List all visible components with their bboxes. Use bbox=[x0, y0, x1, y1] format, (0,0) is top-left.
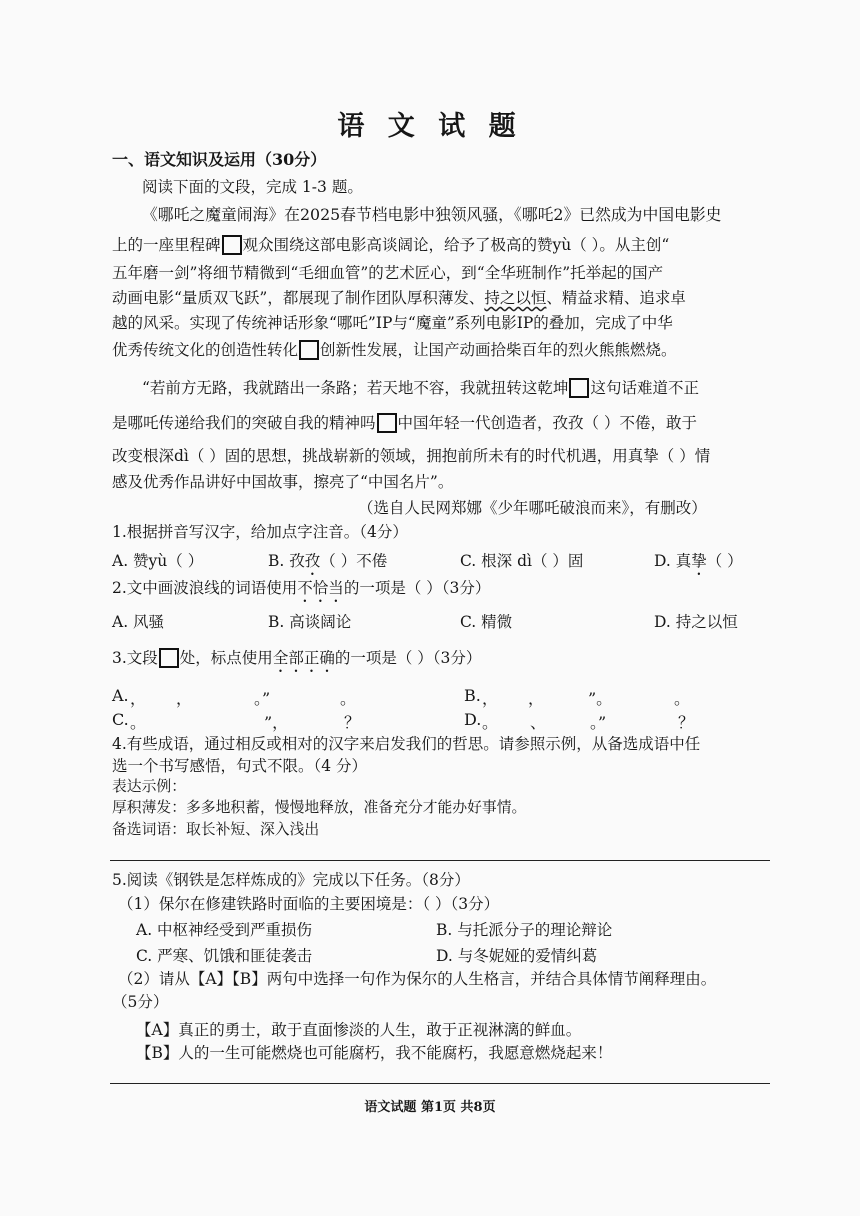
section-divider bbox=[110, 860, 770, 861]
passage-line: 越的风采。实现了传统神话形象“哪吒”IP与“魔童”系列电影IP的叠加，完成了中华 bbox=[112, 314, 673, 332]
q3-option-c-mark: ”， bbox=[264, 713, 289, 732]
passage-line: 改变根深dì（ ）固的思想，挑战崭新的领域，拥抱前所未有的时代机遇，用真挚（ ）情 bbox=[112, 447, 711, 465]
section-heading: 一、语文知识及运用（30分） bbox=[112, 150, 327, 169]
q4-example-label: 表达示例： bbox=[112, 778, 186, 795]
passage-line: 《哪吒之魔童闹海》在2025春节档电影中独领风骚，《哪吒2》已然成为中国电影史 bbox=[142, 205, 722, 224]
q5-option-a: A. 中枢神经受到严重损伤 bbox=[136, 921, 313, 939]
passage-text: 上的一座里程碑 bbox=[112, 236, 221, 254]
q5-sub-2-score: （5分） bbox=[112, 993, 169, 1011]
q3-option-a-mark: ， bbox=[130, 689, 147, 708]
q3-option-d-mark: 。” bbox=[590, 713, 607, 732]
q5-quote-a: 【A】真正的勇士，敢于直面惨淡的人生，敢于正视淋漓的鲜血。 bbox=[136, 1021, 582, 1039]
passage-text: 是哪吒传递给我们的突破自我的精神吗 bbox=[112, 414, 376, 432]
q3-option-d-mark: 。 bbox=[482, 713, 499, 732]
q2-option-b: B. 高谈阔论 bbox=[268, 613, 352, 631]
q2-option-d: D. 持之以恒 bbox=[654, 613, 738, 631]
q3-option-d-mark: 、 bbox=[530, 713, 547, 732]
q4-example: 厚积薄发：多多地积蓄，慢慢地释放，准备充分才能办好事情。 bbox=[112, 799, 527, 816]
passage-text: 创新性发展，让国产动画拾柴百年的烈火熊熊燃烧。 bbox=[320, 341, 677, 359]
passage-line bbox=[112, 413, 697, 433]
q5-option-c: C. 严寒、饥饿和匪徒袭击 bbox=[136, 947, 313, 965]
q3-option-b-mark: 。 bbox=[674, 689, 691, 708]
passage-text: “若前方无路，我就踏出一条路；若天地不容，我就扭转这乾坤 bbox=[142, 379, 569, 397]
q1-option-c: C. 根深 dì（ ）固 bbox=[460, 552, 584, 570]
question-1-stem: 1.根据拼音写汉字，给加点字注音。（4分） bbox=[112, 523, 408, 541]
q1-option-d: D. 真挚（ ） bbox=[654, 552, 743, 570]
punctuation-blank-box bbox=[377, 413, 397, 433]
exam-title: 语 文 试 题 bbox=[337, 111, 523, 142]
passage-line: 感及优秀作品讲好中国故事，擦亮了“中国名片”。 bbox=[112, 473, 454, 491]
question-4-stem: 选一个书写感悟，句式不限。（4 分） bbox=[112, 757, 368, 775]
q5-sub-2: （2）请从【A】【B】两句中选择一句作为保尔的人生格言，并结合具体情节阐释理由。 bbox=[118, 970, 717, 988]
passage-text: 、精益求精、追求卓 bbox=[546, 289, 686, 307]
q3-option-b-label: B. bbox=[464, 686, 481, 705]
punctuation-blank-box bbox=[569, 378, 589, 398]
q3-option-b-mark: ， bbox=[482, 689, 499, 708]
page-footer: 语文试题 第1页 共8页 bbox=[364, 1100, 496, 1115]
question-4-stem: 4.有些成语，通过相反或相对的汉字来启发我们的哲思。请参照示例，从备选成语中任 bbox=[112, 735, 701, 753]
q2-option-a: A. 风骚 bbox=[112, 613, 165, 631]
question-3-stem: 3.文段 处，标点使用全部正确的一项是（ ）（3分） bbox=[112, 649, 482, 667]
passage-text: 这句话难道不正 bbox=[590, 379, 699, 397]
q3-option-c-mark: ？ bbox=[344, 713, 361, 732]
q3-option-b-mark: ”。 bbox=[588, 689, 613, 708]
q3-option-b-mark: ， bbox=[528, 689, 545, 708]
q3-option-d-label: D. bbox=[464, 710, 482, 729]
q5-option-d: D. 与冬妮娅的爱情纠葛 bbox=[436, 947, 598, 965]
passage-text: 观众围绕这部电影高谈阔论，给予了极高的赞yù（ ）。从主创“ bbox=[242, 236, 670, 254]
passage-line bbox=[142, 378, 699, 398]
reading-instruction: 阅读下面的文段，完成 1-3 题。 bbox=[142, 178, 363, 196]
q3-option-d-mark: ？ bbox=[678, 713, 695, 732]
q1-option-a: A. 赞yù（ ） bbox=[112, 552, 204, 570]
passage-source: （选自人民网郑娜《少年哪吒破浪而来》，有删改） bbox=[358, 499, 707, 517]
q4-options: 备选词语：取长补短、深入浅出 bbox=[112, 821, 320, 838]
punctuation-blank-box bbox=[159, 648, 179, 668]
q3-option-a-mark: 。 bbox=[340, 689, 357, 708]
passage-line bbox=[112, 235, 669, 255]
passage-line bbox=[112, 340, 677, 360]
wavy-underlined-phrase: 持之以恒 bbox=[484, 289, 547, 307]
punctuation-blank-box bbox=[222, 235, 242, 255]
passage-text: 优秀传统文化的创造性转化 bbox=[112, 341, 299, 359]
question-2-stem: 2.文中画波浪线的词语使用不恰当的一项是（ ）（3分） bbox=[112, 579, 491, 597]
passage-line: 五年磨一剑”将细节精微到“毛细血管”的艺术匠心，到“全华班制作”托举起的国产 bbox=[112, 264, 664, 282]
q5-option-b: B. 与托派分子的理论辩论 bbox=[436, 921, 613, 939]
passage-text: 中国年轻一代创造者，孜孜（ ）不倦，敢于 bbox=[397, 414, 697, 432]
footer-divider bbox=[110, 1083, 770, 1084]
passage-text: 动画电影“量质双飞跃”，都展现了制作团队厚积薄发、 bbox=[112, 289, 485, 307]
punctuation-blank-box bbox=[299, 340, 319, 360]
q2-option-c: C. 精微 bbox=[460, 613, 513, 631]
q3-option-a-mark: ， bbox=[176, 689, 193, 708]
q3-option-a-mark: 。” bbox=[254, 689, 271, 708]
passage-line bbox=[112, 288, 686, 308]
q3-option-a-label: A. bbox=[112, 686, 129, 705]
q1-option-b: B. 孜孜（ ）不倦 bbox=[268, 552, 388, 570]
question-5-stem: 5.阅读《钢铁是怎样炼成的》完成以下任务。（8分） bbox=[112, 871, 470, 889]
q3-option-c-mark: 。 bbox=[130, 713, 147, 732]
q5-quote-b: 【B】人的一生可能燃烧也可能腐朽，我不能腐朽，我愿意燃烧起来！ bbox=[136, 1044, 613, 1062]
q5-sub-1: （1）保尔在修建铁路时面临的主要困境是：（ ）（3分） bbox=[118, 895, 500, 913]
q3-option-c-label: C. bbox=[112, 710, 129, 729]
